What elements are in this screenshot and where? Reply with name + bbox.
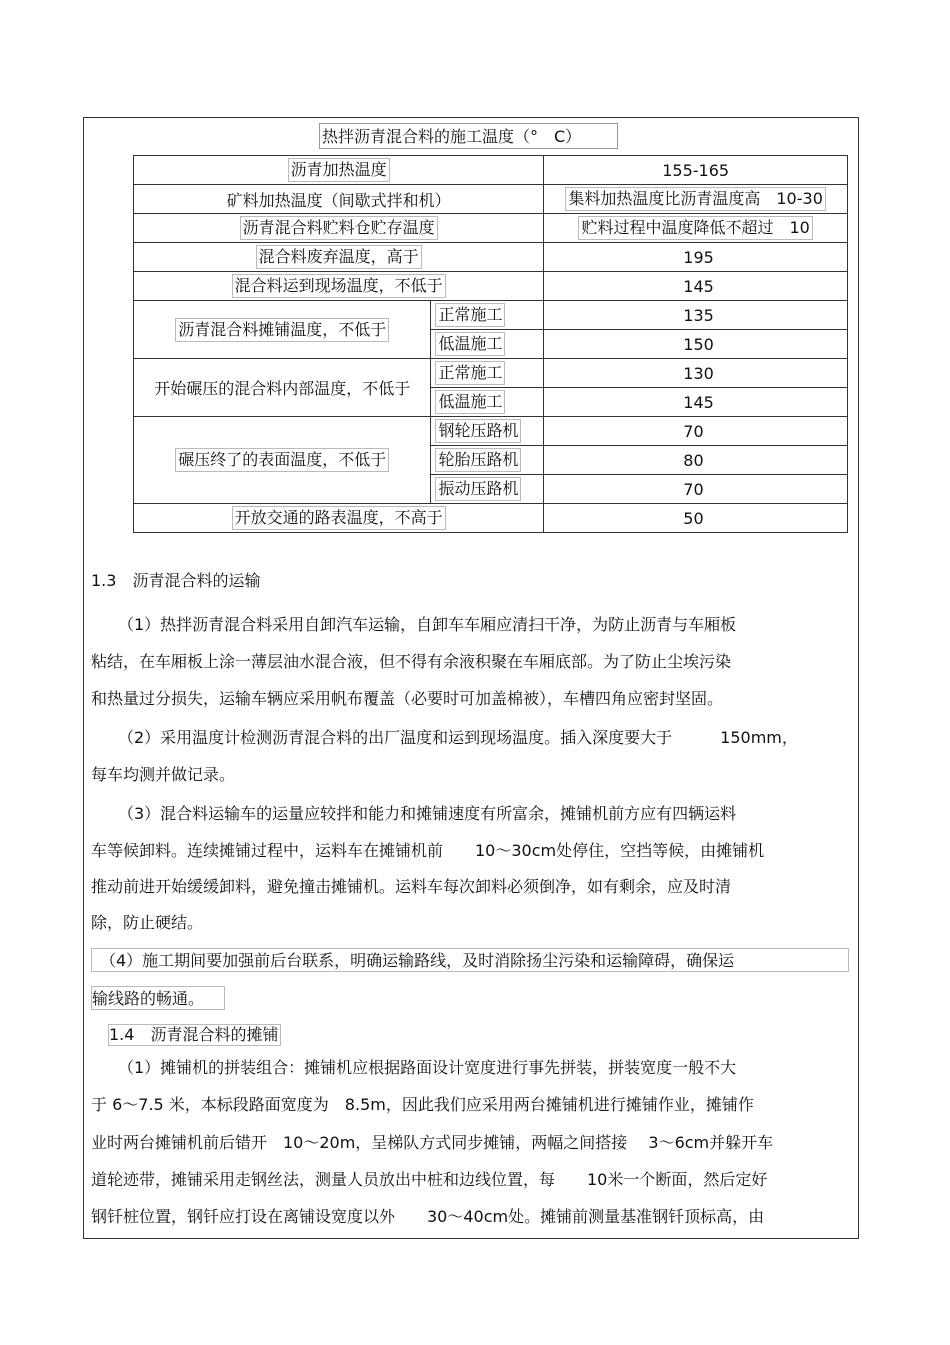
paragraph-line: 粘结，在车厢板上涂一薄层油水混合液，但不得有余液积聚在车厢底部。为了防止尘埃污染	[91, 652, 732, 671]
sub-label: 低温施工	[435, 390, 505, 414]
row-value: 集料加热温度比沥青温度高 10-30	[565, 187, 826, 211]
row-value: 70	[544, 417, 848, 446]
table-row	[134, 417, 848, 446]
row-label: 开放交通的路表温度，不高于	[232, 506, 446, 530]
row-label: 沥青加热温度	[288, 158, 390, 182]
section-heading-1-4	[108, 1024, 281, 1046]
row-value: 155-165	[544, 156, 848, 185]
row-label: 开始碾压的混合料内部温度，不低于	[154, 379, 411, 398]
table-row	[134, 359, 848, 388]
row-label: 混合料运到现场温度，不低于	[232, 274, 446, 298]
row-value: 130	[544, 359, 848, 388]
section-heading-text: 1.4 沥青混合料的摊铺	[108, 1024, 281, 1046]
paragraph-line: 输线路的畅通。	[91, 986, 225, 1010]
row-label: 沥青混合料摊铺温度，不低于	[175, 318, 389, 342]
sub-label: 钢轮压路机	[435, 419, 521, 443]
paragraph-line: （2）采用温度计检测沥青混合料的出厂温度和运到现场温度。插入深度要大于 150mm，	[118, 728, 798, 747]
section-heading-1-3: 1.3 沥青混合料的运输	[91, 571, 261, 590]
row-value: 195	[544, 243, 848, 272]
paragraph-line: （4）施工期间要加强前后台联系，明确运输路线，及时消除扬尘污染和运输障碍，确保运	[91, 948, 849, 972]
sub-label: 正常施工	[435, 361, 505, 385]
row-value: 145	[544, 272, 848, 301]
row-label: 矿料加热温度（间歇式拌和机）	[226, 190, 451, 210]
paragraph-line: 每车均测并做记录。	[91, 765, 236, 784]
paragraph-line: 道轮迹带，摊铺采用走钢丝法，测量人员放出中桩和边线位置，每 10米一个断面，然后定好	[91, 1170, 768, 1189]
row-label: 碾压终了的表面温度，不低于	[175, 448, 389, 472]
sub-label: 低温施工	[435, 332, 505, 356]
temperature-table	[133, 155, 848, 533]
paragraph-line: 推动前进开始缓缓卸料，避免撞击摊铺机。运料车每次卸料必须倒净，如有剩余，应及时清	[91, 877, 732, 896]
row-value: 70	[544, 475, 848, 504]
paragraph-line: 除，防止硬结。	[91, 913, 204, 932]
row-value: 贮料过程中温度降低不超过 10	[578, 216, 812, 240]
row-value: 135	[544, 301, 848, 330]
paragraph-line: 车等候卸料。连续摊铺过程中，运料车在摊铺机前 10～30cm处停住，空挡等候，由摊铺机	[91, 841, 765, 860]
paragraph-line: 于 6～7.5 米，本标段路面宽度为 8.5m，因此我们应采用两台摊铺机进行摊铺作业，摊铺作	[91, 1095, 754, 1114]
row-value: 150	[544, 330, 848, 359]
table-row	[134, 272, 848, 301]
table-row	[134, 243, 848, 272]
row-label: 混合料废弃温度，高于	[256, 245, 422, 269]
sub-label: 轮胎压路机	[435, 448, 521, 472]
paragraph-line: 钢钎桩位置，钢钎应打设在离铺设宽度以外 30～40cm处。摊铺前测量基准钢钎顶标高，由	[91, 1207, 765, 1226]
row-value: 50	[544, 504, 848, 533]
table-row	[134, 185, 848, 214]
paragraph-line: （1）热拌沥青混合料采用自卸汽车运输，自卸车车厢应清扫干净，为防止沥青与车厢板	[118, 615, 737, 634]
row-value: 145	[544, 388, 848, 417]
table-row	[134, 504, 848, 533]
sub-label: 正常施工	[435, 303, 505, 327]
sub-label: 振动压路机	[435, 477, 521, 501]
table-row	[134, 156, 848, 185]
table-row	[134, 214, 848, 243]
paragraph-line: 和热量过分损失，运输车辆应采用帆布覆盖（必要时可加盖棉被），车槽四角应密封坚固。	[91, 689, 724, 708]
paragraph-line: 业时两台摊铺机前后错开 10～20m，呈梯队方式同步摊铺，两幅之间搭接 3～6cm并躲开车	[91, 1133, 774, 1152]
table-row	[134, 301, 848, 330]
paragraph-line: （3）混合料运输车的运量应较拌和能力和摊铺速度有所富余，摊铺机前方应有四辆运料	[118, 804, 737, 823]
table-title: 热拌沥青混合料的施工温度（° C）	[319, 123, 618, 149]
row-label: 沥青混合料贮料仓贮存温度	[240, 216, 438, 240]
row-value: 80	[544, 446, 848, 475]
paragraph-line: （1）摊铺机的拼装组合：摊铺机应根据路面设计宽度进行事先拼装，拼装宽度一般不大	[118, 1058, 737, 1077]
